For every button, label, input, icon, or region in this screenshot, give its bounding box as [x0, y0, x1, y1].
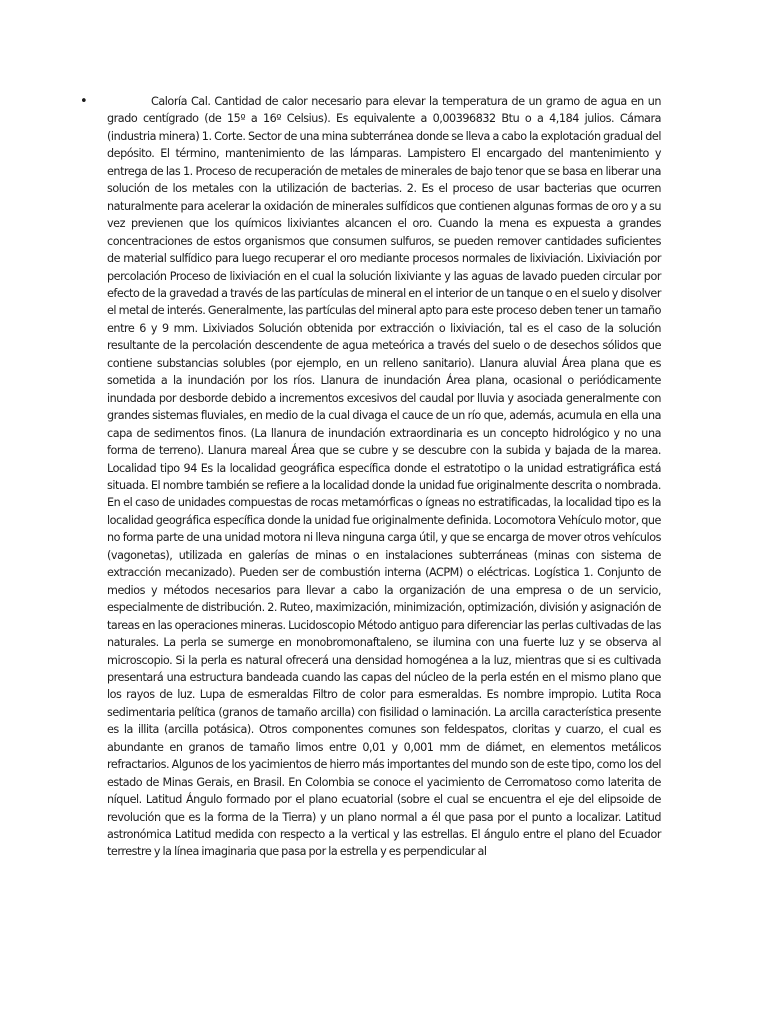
- body-paragraph: Caloría Cal. Cantidad de calor necesario para elevar la temperatura de un gramo de agua en un grado centígrado (de 15º a 16º Celsius). Es equivalente a 0,00396832 Btu o a 4,184 julios. Cámara (industria minera) 1. Corte. Sector de una mina subterránea donde se lleva a cabo la explotación gradual del depósito. El término, mantenimiento de las lámparas. Lampistero El encargado del mantenimiento y entrega de las 1. Proceso de recuperación de metales de minerales de bajo tenor que se basa en liberar una solución de los metales con la utilización de bacterias. 2. Es el proceso de usar bacterias que ocurren naturalmente para acelerar la oxidación de minerales sulfídicos que contienen algunas formas de oro y a su vez previenen que los químicos lixiviantes alcancen el oro. Cuando la mena es expuesta a grandes concentraciones de estos organismos que consumen sulfuros, se pueden remover cantidades suficientes de material sulfídico para luego recuperar el oro mediante procesos normales de lixiviación. Lixiviación por percolación Proceso de lixiviación en el cual la solución lixiviante y las aguas de lavado pueden circular por efecto de la gravedad a través de las partículas de mineral en el interior de un tanque o en el suelo y disolver el metal de interés. Generalmente, las partículas del mineral apto para este proceso deben tener un tamaño entre 6 y 9 mm. Lixiviados Solución obtenida por extracción o lixiviación, tal es el caso de la solución resultante de la percolación descendente de agua meteórica a través del suelo o de desechos sólidos que contiene substancias solubles (por ejemplo, en un relleno sanitario). Llanura aluvial Área plana que es sometida a la inundación por los ríos. Llanura de inundación Área plana, ocasional o periódicamente inundada por desborde debido a incrementos excesivos del caudal por lluvia y asociada generalmente con grandes sistemas fluviales, en medio de la cual divaga el cauce de un río que, además, acumula en ella una capa de sedimentos finos. (La llanura de inundación extraordinaria es un concepto hidrológico y no una forma de terreno). Llanura mareal Área que se cubre y se descubre con la subida y bajada de la marea. Localidad tipo 94 Es la localidad geográfica específica donde el estratotipo o la unidad estratigráfica está situada. El nombre también se refiere a la localidad donde la unidad fue originalmente descrita o nombrada. En el caso de unidades compuestas de rocas metamórficas o ígneas no estratificadas, la localidad tipo es la localidad geográfica específica donde la unidad fue originalmente definida. Locomotora Vehículo motor, que no forma parte de una unidad motora ni lleva ninguna carga útil, y que se encarga de mover otros vehículos (vagonetas), utilizada en galerías de minas o en instalaciones subterráneas (minas con sistema de extracción mecanizado). Pueden ser de combustión interna (ACPM) o eléctricas. Logística 1. Conjunto de medios y métodos necesarios para llevar a cabo la organización de una empresa o de un servicio, especialmente de distribución. 2. Ruteo, maximización, minimización, optimización, división y asignación de tareas en las operaciones mineras. Lucidoscopio Método antiguo para diferenciar las perlas cultivadas de las naturales. La perla se sumerge en monobromonaftaleno, se ilumina con una fuerte luz y se observa al microscopio. Si la perla es natural ofrecerá una densidad homogénea a la luz, mientras que si es cultivada presentará una estructura bandeada cuando las capas del núcleo de la perla estén en el mismo plano que los rayos de luz. Lupa de esmeraldas Filtro de color para esmeraldas. Es nombre impropio. Lutita Roca sedimentaria pelítica (granos de tamaño arcilla) con fisilidad o laminación. La arcilla característica presente es la illita (arcilla potásica). Otros componentes comunes son feldespatos, cloritas y cuarzo, el cual es abundante en granos de tamaño limos entre 0,01 y 0,001 mm de diámet, en elementos metálicos refractarios. Algunos de los yacimientos de hierro más importantes del mundo son de este tipo, como los del estado de Minas Gerais, en Brasil. En Colombia se conoce el yacimiento de Cerromatoso como laterita de níquel. Latitud Ángulo formado por el plano ecuatorial (sobre el cual se encuentra el eje del elipsoide de revolución que es la forma de la Tierra) y un plano normal a él que pasa por el punto a localizar. Latitud astronómica Latitud medida con respecto a la vertical y las estrellas. El ángulo entre el plano del Ecuador terrestre y la línea imaginaria que pasa por la estrella y es perpendicular al: [107, 95, 661, 859]
- list-bullet: •: [80, 94, 88, 109]
